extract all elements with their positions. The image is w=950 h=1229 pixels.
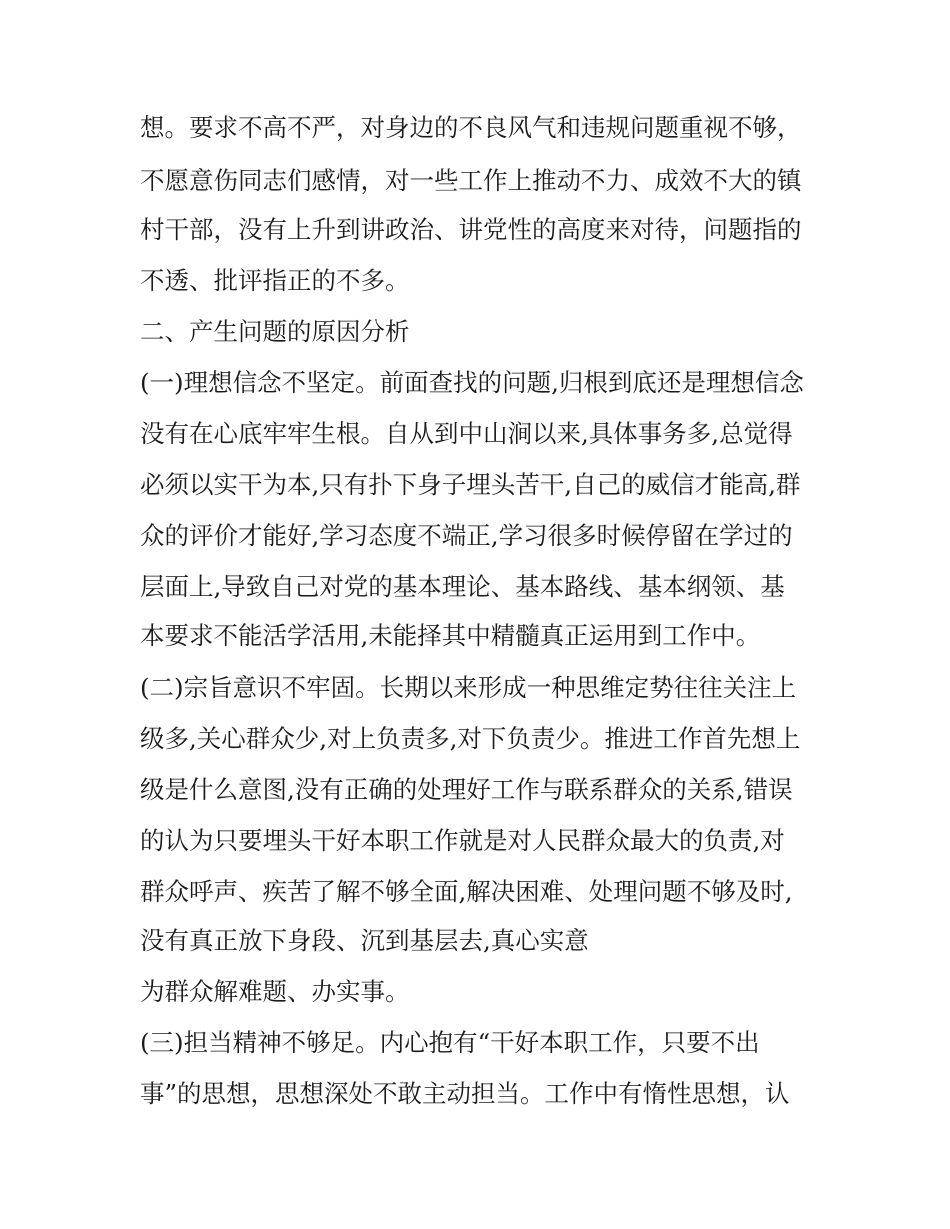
text-line: 不愿意伤同志们感情，对一些工作上推动不力、成效不大的镇 bbox=[140, 166, 802, 195]
text-line: 没有在心底牢牢生根。自从到中山涧以来,具体事务多,总觉得 bbox=[140, 419, 793, 448]
subsection-line: (三)担当精神不够足。内心抱有“干好本职工作，只要不出 bbox=[140, 1028, 760, 1057]
text-line: 必须以实干为本,只有扑下身子埋头苦干,自己的威信才能高,群 bbox=[140, 470, 801, 499]
text-line: 层面上,导致自己对党的基本理论、基本路线、基本纲领、基 bbox=[140, 572, 785, 601]
text-line: 不透、批评指正的不多。 bbox=[140, 266, 410, 295]
text-line: 没有真正放下身段、沉到基层去,真心实意 bbox=[140, 926, 589, 955]
text-line: 级是什么意图,没有正确的处理好工作与联系群众的关系,错误 bbox=[140, 775, 793, 804]
text-line: 本要求不能活学活用,未能择其中精髓真正运用到工作中。 bbox=[140, 621, 761, 650]
text-line: 想。要求不高不严，对身边的不良风气和违规问题重视不够， bbox=[140, 113, 802, 142]
text-line: 众的评价才能好,学习态度不端正,学习很多时候停留在学过的 bbox=[140, 521, 793, 550]
text-line: 为群众解难题、办实事。 bbox=[140, 977, 410, 1006]
text-line: 级多,关心群众少,对上负责多,对下负责少。推进工作首先想上 bbox=[140, 724, 801, 753]
text-line: 村干部，没有上升到讲政治、讲党性的高度来对待，问题指的 bbox=[140, 215, 802, 244]
subsection-line: (一)理想信念不坚定。前面查找的问题,归根到底还是理想信念 bbox=[140, 368, 804, 397]
text-line: 群众呼声、疾苦了解不够全面,解决困难、处理问题不够及时, bbox=[140, 877, 793, 906]
text-line: 的认为只要埋头干好本职工作就是对人民群众最大的负责,对 bbox=[140, 826, 785, 855]
section-heading: 二、产生问题的原因分析 bbox=[140, 317, 410, 346]
text-line: 事”的思想，思想深处不敢主动担当。工作中有惰性思想，认 bbox=[140, 1079, 790, 1108]
subsection-line: (二)宗旨意识不牢固。长期以来形成一种思维定势往往关注上 bbox=[140, 673, 797, 702]
